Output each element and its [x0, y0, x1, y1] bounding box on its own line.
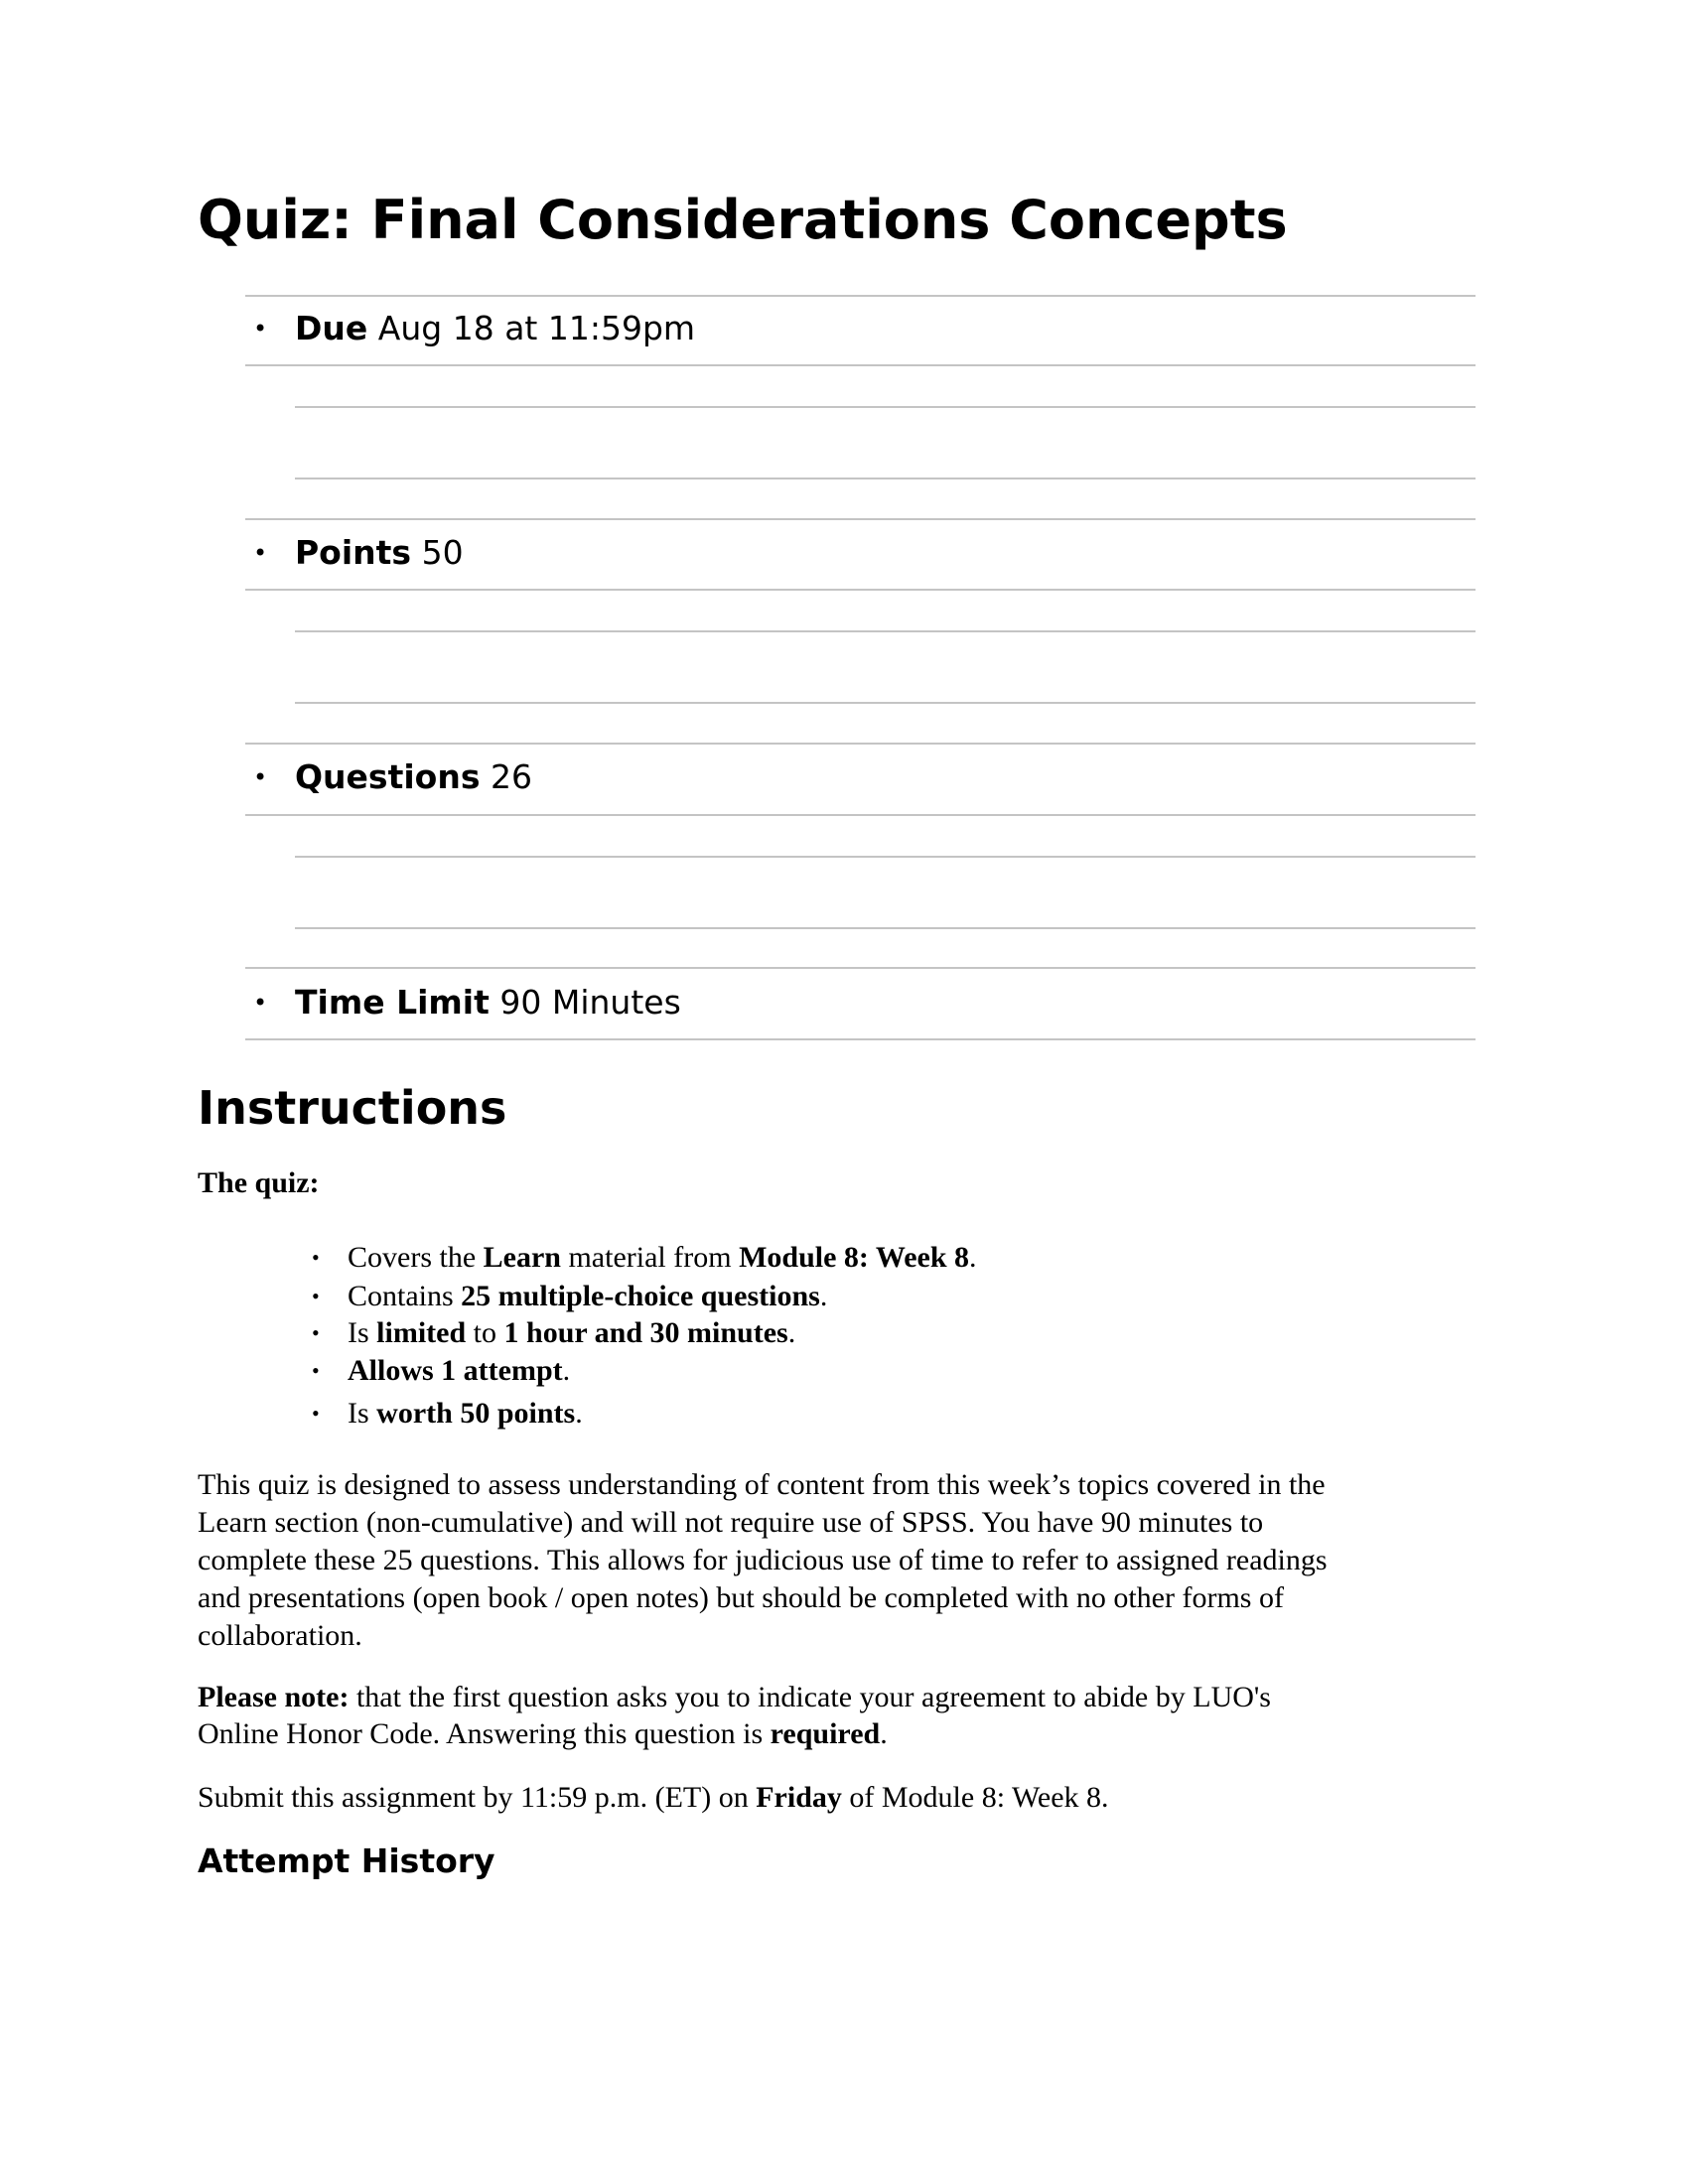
bullet-icon: • [253, 539, 268, 567]
divider [245, 1038, 1476, 1040]
bullet-icon: • [312, 1245, 320, 1270]
detail-value: 50 [421, 533, 464, 572]
paragraph-line: This quiz is designed to assess understanding of content from this week’s topics covered in the [198, 1468, 1326, 1501]
instruction-bullet [312, 1395, 583, 1433]
bullet-emphasis: 25 multiple-choice questions [461, 1280, 820, 1312]
bullet-emphasis: worth 50 points [376, 1397, 576, 1430]
bullet-text: Is [348, 1316, 377, 1349]
detail-label: Points [295, 533, 412, 572]
detail-label: Questions [295, 757, 481, 796]
paragraph-line: complete these 25 questions. This allows for judicious use of time to refer to assigned readings [198, 1544, 1328, 1576]
instructions-heading: Instructions [198, 1081, 507, 1135]
bullet-icon: • [253, 989, 268, 1017]
bullet-icon: • [312, 1284, 320, 1308]
bullet-text: . [575, 1397, 583, 1430]
divider [295, 478, 1476, 479]
divider [295, 406, 1476, 408]
divider [245, 814, 1476, 816]
detail-value: 90 Minutes [499, 983, 681, 1022]
detail-value: Aug 18 at 11:59pm [377, 309, 696, 347]
divider [245, 295, 1476, 297]
submit-text: Submit this assignment by 11:59 p.m. (ET) on [198, 1781, 757, 1814]
bullet-text: to [466, 1316, 504, 1349]
divider [245, 967, 1476, 969]
paragraph-line: and presentations (open book / open notes) but should be completed with no other forms of [198, 1581, 1284, 1614]
bullet-icon: • [253, 763, 268, 791]
note-text: that the first question asks you to indicate your agreement to abide by LUO's [349, 1681, 1271, 1713]
bullet-icon: • [312, 1320, 320, 1345]
bullet-emphasis: 1 hour and 30 minutes [503, 1316, 788, 1349]
detail-label: Due [295, 309, 368, 347]
detail-value: 26 [490, 757, 532, 796]
detail-points [253, 531, 464, 575]
divider [245, 364, 1476, 366]
note-label: Please note: [198, 1681, 350, 1713]
bullet-text: . [562, 1354, 571, 1387]
submit-text: of Module 8: Week 8. [841, 1781, 1109, 1814]
detail-due [253, 307, 696, 350]
submit-line [198, 1779, 1109, 1817]
detail-label: Time Limit [295, 983, 490, 1022]
bullet-emphasis: Module 8: Week 8 [739, 1241, 970, 1274]
divider [295, 630, 1476, 632]
bullet-text: . [969, 1241, 977, 1274]
bullet-icon: • [253, 315, 268, 342]
submit-day: Friday [756, 1781, 842, 1814]
instruction-bullet [312, 1278, 828, 1315]
divider [245, 518, 1476, 520]
instruction-bullet [312, 1352, 571, 1390]
bullet-emphasis: Learn [483, 1241, 561, 1274]
note-required: required [770, 1717, 881, 1750]
intro-label: The quiz: [198, 1166, 320, 1199]
attempt-history-heading: Attempt History [198, 1842, 495, 1880]
divider [245, 589, 1476, 591]
instruction-bullet [312, 1239, 977, 1277]
note-text: . [880, 1717, 888, 1750]
bullet-emphasis: Allows 1 attempt [348, 1354, 563, 1387]
note-line [198, 1679, 1271, 1716]
detail-questions [253, 755, 532, 799]
bullet-text: . [787, 1316, 796, 1349]
detail-time-limit [253, 981, 681, 1024]
bullet-emphasis: limited [376, 1316, 467, 1349]
divider [295, 702, 1476, 704]
bullet-text: . [819, 1280, 828, 1312]
bullet-icon: • [312, 1358, 320, 1383]
page-title: Quiz: Final Considerations Concepts [198, 189, 1288, 251]
divider [295, 856, 1476, 858]
note-text: Online Honor Code. Answering this question is [198, 1717, 771, 1750]
bullet-text: Contains [348, 1280, 462, 1312]
paragraph-line: Learn section (non-cumulative) and will not require use of SPSS. You have 90 minutes to [198, 1506, 1264, 1539]
bullet-text: Covers the [348, 1241, 484, 1274]
bullet-icon: • [312, 1401, 320, 1426]
divider [295, 927, 1476, 929]
divider [245, 743, 1476, 745]
bullet-text: material from [560, 1241, 740, 1274]
bullet-text: Is [348, 1397, 377, 1430]
paragraph-line: collaboration. [198, 1619, 362, 1652]
note-line [198, 1715, 888, 1753]
instruction-bullet [312, 1314, 796, 1352]
